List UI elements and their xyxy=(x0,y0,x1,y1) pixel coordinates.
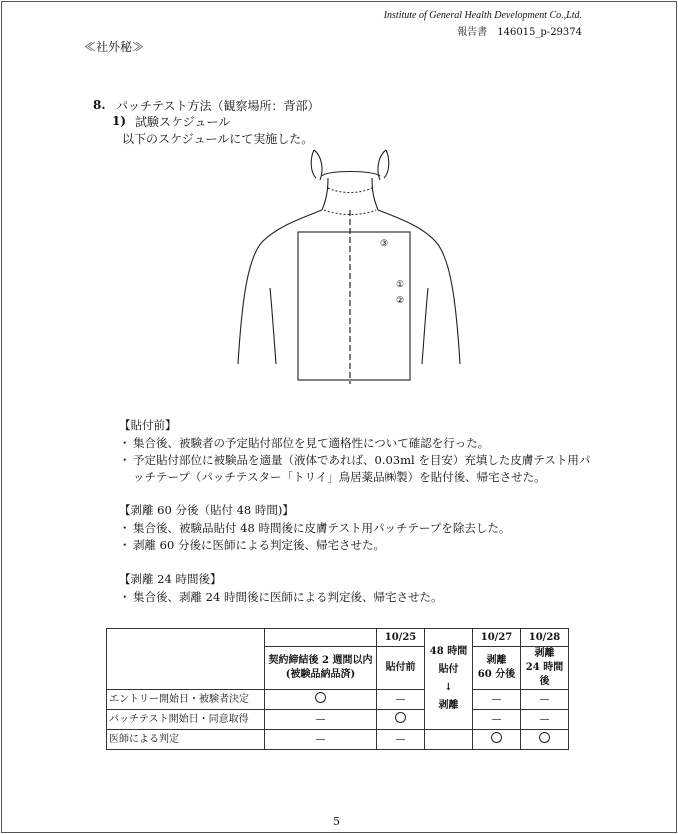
col-24h-header: 剥離 24 時間後 xyxy=(521,647,569,690)
list-item: ・ 剥離 60 分後に医師による判定後、帰宅させた。 xyxy=(119,538,385,552)
col-contract-header: 契約締結後 2 週間以内 (被験品納品済) xyxy=(265,647,377,690)
bullet-mark: ・ xyxy=(119,590,131,604)
date-apply: 10/25 xyxy=(377,629,425,647)
bullet-mark: ・ xyxy=(119,538,131,552)
col-before-header: 貼付前 xyxy=(377,647,425,690)
row-label: 医師による判定 xyxy=(107,730,265,750)
table-corner-cell xyxy=(107,629,265,690)
table-empty-cell xyxy=(265,629,377,647)
circle-mark-icon xyxy=(315,692,326,703)
header-organization: Institute of General Health Development Co.,Ltd. xyxy=(383,10,582,21)
table-row xyxy=(107,710,569,730)
block-heading-60min: 【剥離 60 分後（貼付 48 時間)】 xyxy=(119,503,294,517)
cell-mark: — xyxy=(473,690,521,710)
confidential-label: ≪社外秘≫ xyxy=(84,40,145,54)
neck-left xyxy=(322,178,328,210)
row-label: エントリー開始日・被験者決定 xyxy=(107,690,265,710)
table-row xyxy=(107,690,569,710)
right-torso-outline xyxy=(378,210,460,364)
section-number: 8. xyxy=(93,98,106,112)
date-60min: 10/27 xyxy=(473,629,521,647)
right-ear-outline xyxy=(384,150,389,178)
cell-mark: — xyxy=(265,730,377,750)
interval-cell-bottom xyxy=(425,730,473,750)
col-60min-header: 剥離 60 分後 xyxy=(473,647,521,690)
interval-cell: 48 時間 貼付 ↓ 剥離 xyxy=(425,629,473,730)
list-item: ・ 集合後、剥離 24 時間後に医師による判定後、帰宅させた。 xyxy=(119,590,443,604)
table-row xyxy=(107,730,569,750)
cell-mark: — xyxy=(521,690,569,710)
header-report-id: 報告書 146015_p-29374 xyxy=(457,27,582,38)
cell-mark xyxy=(265,690,377,710)
cell-mark: — xyxy=(377,730,425,750)
marker-2: ② xyxy=(396,296,405,306)
marker-1: ① xyxy=(396,280,405,290)
back-diagram xyxy=(230,148,466,384)
left-torso-outline xyxy=(238,210,322,364)
circle-mark-icon xyxy=(491,732,502,743)
block-heading-before-application: 【貼付前】 xyxy=(119,418,177,432)
page-number: 5 xyxy=(333,815,340,828)
intro-text: 以下のスケジュールにて実施した。 xyxy=(122,132,314,146)
list-item-continuation: ッチテープ（パッチテスター「トリイ」鳥居薬品㈱製）を貼付後、帰宅させた。 xyxy=(133,470,546,484)
patch-area-rectangle xyxy=(298,232,410,380)
cell-mark: — xyxy=(473,710,521,730)
list-item: ・ 予定貼付部位に被験品を適量（液体であれば、0.03ml を目安）充填した皮膚テスト用パ xyxy=(119,453,591,467)
row-label: パッチテスト開始日・同意取得 xyxy=(107,710,265,730)
bullet-mark: ・ xyxy=(119,521,131,535)
cell-mark: — xyxy=(265,710,377,730)
left-ear-outline xyxy=(311,150,316,178)
cell-mark xyxy=(377,710,425,730)
bullet-mark: ・ xyxy=(119,453,131,467)
circle-mark-icon xyxy=(539,732,550,743)
section-title: パッチテスト方法（観察場所：背部） xyxy=(116,99,320,113)
subsection-number: 1) xyxy=(112,114,127,128)
neck-right xyxy=(372,178,378,210)
list-item: ・ 集合後、被験品貼付 48 時間後に皮膚テスト用パッチテープを除去した。 xyxy=(119,521,511,535)
bullet-mark: ・ xyxy=(119,436,131,450)
cell-mark: — xyxy=(377,690,425,710)
subsection-title: 試験スケジュール xyxy=(135,115,231,129)
block-heading-24h: 【剥離 24 時間後】 xyxy=(119,572,222,586)
cell-mark: — xyxy=(521,710,569,730)
cell-mark xyxy=(521,730,569,750)
list-item: ・ 集合後、被験者の予定貼付部位を見て適格性について確認を行った。 xyxy=(119,436,490,450)
cell-mark xyxy=(473,730,521,750)
schedule-table xyxy=(106,628,569,750)
circle-mark-icon xyxy=(395,712,406,723)
down-arrow-icon: ↓ xyxy=(444,682,453,693)
marker-3: ③ xyxy=(380,239,389,249)
date-24h: 10/28 xyxy=(521,629,569,647)
